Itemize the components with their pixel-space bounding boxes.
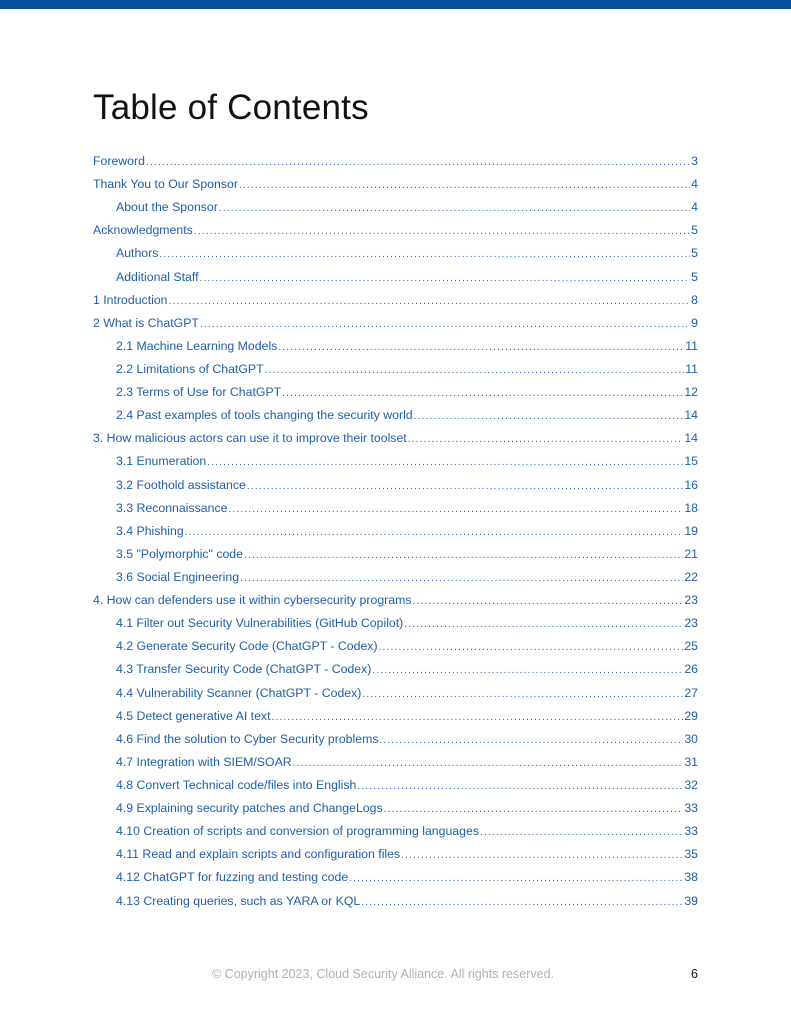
toc-entry-page: 25 xyxy=(684,639,698,654)
toc-dot-leader xyxy=(244,544,683,567)
toc-entry-label: 3.1 Enumeration xyxy=(116,454,207,469)
toc-entry-page: 23 xyxy=(684,593,698,608)
toc-entry-label: 4.13 Creating queries, such as YARA or KQL xyxy=(116,893,361,908)
toc-entry[interactable] xyxy=(93,266,698,289)
toc-entry-page: 9 xyxy=(691,315,698,330)
toc-entry[interactable] xyxy=(93,450,698,473)
toc-entry-page: 39 xyxy=(684,893,698,908)
toc-entry-page: 14 xyxy=(684,431,698,446)
toc-dot-leader xyxy=(169,290,691,313)
toc-dot-leader xyxy=(379,636,684,659)
toc-entry[interactable] xyxy=(93,705,698,728)
toc-entry-page: 18 xyxy=(684,500,698,515)
page-title: Table of Contents xyxy=(93,88,369,127)
toc-dot-leader xyxy=(219,197,690,220)
toc-entry-page: 32 xyxy=(684,777,698,792)
toc-dot-leader xyxy=(146,151,690,174)
toc-entry-page: 38 xyxy=(684,870,698,885)
toc-dot-leader xyxy=(228,498,683,521)
toc-entry[interactable] xyxy=(93,658,698,681)
toc-entry-label: 4.8 Convert Technical code/files into English xyxy=(116,777,357,792)
toc-entry[interactable] xyxy=(93,404,698,427)
toc-entry-label: 4.11 Read and explain scripts and configuration files xyxy=(116,847,401,862)
toc-entry-label: 3.4 Phishing xyxy=(116,523,184,538)
toc-dot-leader xyxy=(272,706,684,729)
toc-entry[interactable] xyxy=(93,196,698,219)
toc-dot-leader xyxy=(408,428,684,451)
toc-entry-page: 19 xyxy=(684,523,698,538)
toc-entry[interactable] xyxy=(93,173,698,196)
toc-dot-leader xyxy=(362,683,683,706)
toc-entry-label: 4.9 Explaining security patches and ChangeLogs xyxy=(116,801,383,816)
toc-entry-page: 33 xyxy=(684,801,698,816)
toc-entry[interactable] xyxy=(93,289,698,312)
toc-dot-leader xyxy=(240,567,683,590)
page-number: 6 xyxy=(691,967,698,981)
toc-entry-label: 4.6 Find the solution to Cyber Security problems xyxy=(116,731,379,746)
toc-entry[interactable] xyxy=(93,682,698,705)
toc-entry-label: Foreword xyxy=(93,154,145,168)
toc-entry-page: 8 xyxy=(691,292,698,307)
toc-entry-label: 4.1 Filter out Security Vulnerabilities (GitHub Copilot) xyxy=(116,616,404,631)
toc-entry-label: 3.2 Foothold assistance xyxy=(116,477,246,492)
toc-entry-page: 11 xyxy=(685,338,698,353)
toc-entry[interactable] xyxy=(93,381,698,404)
toc-entry-label: 2 What is ChatGPT xyxy=(93,315,199,330)
toc-entry-page: 29 xyxy=(684,708,698,723)
toc-entry-page: 27 xyxy=(684,685,698,700)
toc-entry-label: 3.3 Reconnaissance xyxy=(116,500,228,515)
toc-entry-page: 12 xyxy=(684,385,698,400)
toc-entry-label: 2.2 Limitations of ChatGPT xyxy=(116,361,264,376)
toc-entry[interactable] xyxy=(93,219,698,242)
toc-dot-leader xyxy=(207,451,683,474)
toc-entry-label: 4.5 Detect generative AI text xyxy=(116,708,271,723)
toc-dot-leader xyxy=(239,174,690,197)
toc-entry-page: 5 xyxy=(691,269,698,284)
toc-entry-label: Acknowledgments xyxy=(93,223,193,238)
toc-entry-label: About the Sponsor xyxy=(116,200,218,215)
toc-entry[interactable] xyxy=(93,566,698,589)
toc-entry[interactable] xyxy=(93,335,698,358)
toc-dot-leader xyxy=(293,752,684,775)
toc-dot-leader xyxy=(480,821,683,844)
toc-dot-leader xyxy=(200,313,690,336)
toc-entry[interactable] xyxy=(93,589,698,612)
toc-entry[interactable] xyxy=(93,843,698,866)
toc-entry-label: 4. How can defenders use it within cybersecurity programs xyxy=(93,593,412,608)
copyright-notice: © Copyright 2023, Cloud Security Alliance. All rights reserved. xyxy=(212,967,555,981)
toc-dot-leader xyxy=(379,729,683,752)
toc-entry-label: 1 Introduction xyxy=(93,292,168,307)
toc-entry-page: 23 xyxy=(684,616,698,631)
toc-dot-leader xyxy=(404,613,683,636)
toc-dot-leader xyxy=(349,867,683,890)
toc-entry-page: 21 xyxy=(684,546,698,561)
toc-entry[interactable] xyxy=(93,543,698,566)
top-accent-bar xyxy=(0,0,791,9)
toc-entry-page: 16 xyxy=(684,477,698,492)
toc-dot-leader xyxy=(159,243,690,266)
toc-entry-page: 3 xyxy=(691,154,698,168)
toc-entry[interactable] xyxy=(93,242,698,265)
toc-entry-label: 4.2 Generate Security Code (ChatGPT - Codex) xyxy=(116,639,378,654)
toc-entry-page: 4 xyxy=(691,177,698,192)
toc-entry-page: 5 xyxy=(691,246,698,261)
toc-entry-label: 3. How malicious actors can use it to improve their toolset xyxy=(93,431,407,446)
toc-entry-page: 11 xyxy=(685,361,698,376)
toc-entry[interactable] xyxy=(93,820,698,843)
toc-entry-label: 4.3 Transfer Security Code (ChatGPT - Codex) xyxy=(116,662,372,677)
toc-dot-leader xyxy=(357,775,683,798)
toc-entry-label: Additional Staff xyxy=(116,269,199,284)
toc-entry-label: 3.5 "Polymorphic" code xyxy=(116,546,243,561)
toc-entry[interactable] xyxy=(93,612,698,635)
toc-entry-page: 14 xyxy=(684,408,698,423)
toc-entry-label: 2.3 Terms of Use for ChatGPT xyxy=(116,385,282,400)
toc-entry-label: 4.7 Integration with SIEM/SOAR xyxy=(116,754,292,769)
toc-entry[interactable] xyxy=(93,751,698,774)
toc-entry[interactable] xyxy=(93,797,698,820)
toc-dot-leader xyxy=(278,336,684,359)
toc-entry-label: 2.4 Past examples of tools changing the security world xyxy=(116,408,413,423)
toc-dot-leader xyxy=(200,267,691,290)
toc-dot-leader xyxy=(185,521,684,544)
toc-entry-label: 4.10 Creation of scripts and conversion of programming languages xyxy=(116,824,479,839)
toc-entry-label: 2.1 Machine Learning Models xyxy=(116,338,278,353)
toc-dot-leader xyxy=(372,659,683,682)
toc-entry-label: 4.12 ChatGPT for fuzzing and testing code xyxy=(116,870,349,885)
toc-entry-page: 5 xyxy=(691,223,698,238)
toc-entry-label: 3.6 Social Engineering xyxy=(116,569,240,584)
toc-entry-label: Authors xyxy=(116,246,159,261)
toc-entry-page: 31 xyxy=(684,754,698,769)
toc-dot-leader xyxy=(414,405,684,428)
toc-entry[interactable] xyxy=(93,358,698,381)
toc-entry[interactable] xyxy=(93,312,698,335)
toc-entry-page: 35 xyxy=(684,847,698,862)
toc-dot-leader xyxy=(413,590,684,613)
toc-entry-page: 26 xyxy=(684,662,698,677)
toc-entry-page: 15 xyxy=(684,454,698,469)
toc-entry[interactable] xyxy=(93,890,698,913)
toc-dot-leader xyxy=(401,844,683,867)
toc-entry[interactable] xyxy=(93,728,698,751)
toc-entry[interactable] xyxy=(93,635,698,658)
toc-entry-page: 22 xyxy=(684,569,698,584)
toc-entry[interactable] xyxy=(93,497,698,520)
toc-dot-leader xyxy=(282,382,683,405)
toc-dot-leader xyxy=(265,359,685,382)
toc-dot-leader xyxy=(384,798,684,821)
toc-dot-leader xyxy=(361,891,683,914)
table-of-contents xyxy=(93,150,698,913)
toc-entry-label: 4.4 Vulnerability Scanner (ChatGPT - Codex) xyxy=(116,685,362,700)
toc-entry[interactable] xyxy=(93,520,698,543)
toc-dot-leader xyxy=(194,220,690,243)
toc-entry-page: 33 xyxy=(684,824,698,839)
toc-entry[interactable] xyxy=(93,427,698,450)
toc-dot-leader xyxy=(247,475,683,498)
toc-entry[interactable] xyxy=(93,866,698,889)
toc-entry[interactable] xyxy=(93,150,698,173)
toc-entry-page: 30 xyxy=(684,731,698,746)
toc-entry[interactable] xyxy=(93,774,698,797)
toc-entry-page: 4 xyxy=(691,200,698,215)
toc-entry-label: Thank You to Our Sponsor xyxy=(93,177,238,192)
toc-entry[interactable] xyxy=(93,474,698,497)
